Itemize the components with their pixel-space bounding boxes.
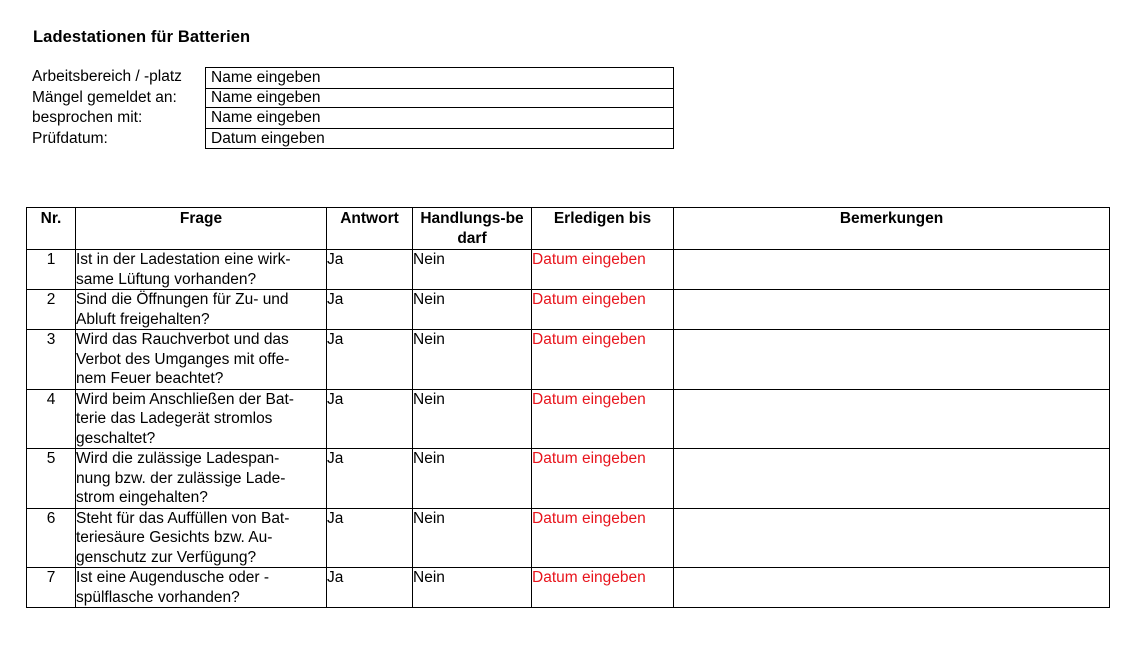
table-row (27, 250, 1110, 290)
question-cell (76, 568, 327, 608)
row-number: 2 (27, 290, 76, 330)
maengel-gemeldet-field[interactable]: Name eingeben (205, 88, 674, 109)
answer-field[interactable]: Ja (327, 290, 413, 330)
question-line: Sind die Öffnungen für Zu- und (76, 291, 289, 308)
action-needed-field[interactable]: Nein (413, 449, 532, 509)
remarks-field[interactable] (674, 508, 1110, 568)
action-needed-field[interactable]: Nein (413, 389, 532, 449)
remarks-field[interactable] (674, 330, 1110, 390)
row-number: 7 (27, 568, 76, 608)
due-date-field[interactable]: Datum eingeben (532, 290, 674, 330)
header-handlungsbedarf (413, 208, 532, 250)
due-date-field[interactable]: Datum eingeben (532, 330, 674, 390)
question-cell (76, 250, 327, 290)
table-row (27, 508, 1110, 568)
question-line: terie das Ladegerät stromlos (76, 410, 273, 427)
question-line: teriesäure Gesichts bzw. Au- (76, 529, 273, 546)
question-cell (76, 290, 327, 330)
header-frage: Frage (76, 208, 327, 250)
question-line: strom eingehalten? (76, 489, 208, 506)
answer-field[interactable]: Ja (327, 449, 413, 509)
question-line: nem Feuer beachtet? (76, 370, 224, 387)
info-label-maengel: Mängel gemeldet an: (32, 88, 177, 106)
question-cell (76, 389, 327, 449)
checklist-table (26, 207, 1110, 608)
answer-field[interactable]: Ja (327, 330, 413, 390)
info-label-pruefdatum: Prüfdatum: (32, 129, 108, 147)
due-date-field[interactable]: Datum eingeben (532, 568, 674, 608)
question-line: Wird beim Anschließen der Bat- (76, 390, 294, 408)
arbeitsbereich-field[interactable]: Name eingeben (205, 67, 674, 89)
header-nr: Nr. (27, 208, 76, 250)
table-row (27, 290, 1110, 330)
row-number: 6 (27, 508, 76, 568)
action-needed-field[interactable]: Nein (413, 290, 532, 330)
remarks-field[interactable] (674, 389, 1110, 449)
header-erledigen-bis: Erledigen bis (532, 208, 674, 250)
question-cell (76, 330, 327, 390)
question-cell (76, 508, 327, 568)
table-row (27, 389, 1110, 449)
question-line: Wird das Rauchverbot und das (76, 331, 289, 348)
table-row (27, 330, 1110, 390)
question-line: Wird die zulässige Ladespan- (76, 450, 280, 467)
question-line: Ist eine Augendusche oder - (76, 569, 270, 586)
question-line: geschaltet? (76, 429, 156, 447)
remarks-field[interactable] (674, 449, 1110, 509)
table-row (27, 449, 1110, 509)
header-handlungsbedarf-text: Handlungs-bedarf (420, 210, 524, 247)
question-line: Steht für das Auffüllen von Bat- (76, 509, 290, 527)
row-number: 1 (27, 250, 76, 290)
answer-field[interactable]: Ja (327, 568, 413, 608)
row-number: 5 (27, 449, 76, 509)
question-line: Verbot des Umganges mit offe- (76, 350, 290, 368)
document-title: Ladestationen für Batterien (33, 28, 251, 46)
remarks-field[interactable] (674, 568, 1110, 608)
action-needed-field[interactable]: Nein (413, 568, 532, 608)
due-date-field[interactable]: Datum eingeben (532, 449, 674, 509)
question-line: Abluft freigehalten? (76, 310, 210, 328)
action-needed-field[interactable]: Nein (413, 508, 532, 568)
question-line: nung bzw. der zulässige Lade- (76, 469, 286, 487)
question-line: Ist in der Ladestation eine wirk- (76, 251, 291, 268)
remarks-field[interactable] (674, 250, 1110, 290)
action-needed-field[interactable]: Nein (413, 330, 532, 390)
pruefdatum-field[interactable]: Datum eingeben (205, 129, 674, 150)
question-line: same Lüftung vorhanden? (76, 270, 257, 288)
header-bemerkungen: Bemerkungen (674, 208, 1110, 250)
header-antwort: Antwort (327, 208, 413, 250)
table-header-row (27, 208, 1110, 250)
table-row (27, 568, 1110, 608)
info-label-besprochen: besprochen mit: (32, 109, 143, 126)
question-line: genschutz zur Verfügung? (76, 548, 257, 566)
due-date-field[interactable]: Datum eingeben (532, 508, 674, 568)
answer-field[interactable]: Ja (327, 508, 413, 568)
due-date-field[interactable]: Datum eingeben (532, 250, 674, 290)
question-line: spülflasche vorhanden? (76, 588, 240, 606)
answer-field[interactable]: Ja (327, 389, 413, 449)
answer-field[interactable]: Ja (327, 250, 413, 290)
info-label-arbeitsbereich: Arbeitsbereich / -platz (32, 68, 182, 85)
besprochen-mit-field[interactable]: Name eingeben (205, 108, 674, 129)
question-cell (76, 449, 327, 509)
due-date-field[interactable]: Datum eingeben (532, 389, 674, 449)
action-needed-field[interactable]: Nein (413, 250, 532, 290)
remarks-field[interactable] (674, 290, 1110, 330)
row-number: 4 (27, 389, 76, 449)
row-number: 3 (27, 330, 76, 390)
